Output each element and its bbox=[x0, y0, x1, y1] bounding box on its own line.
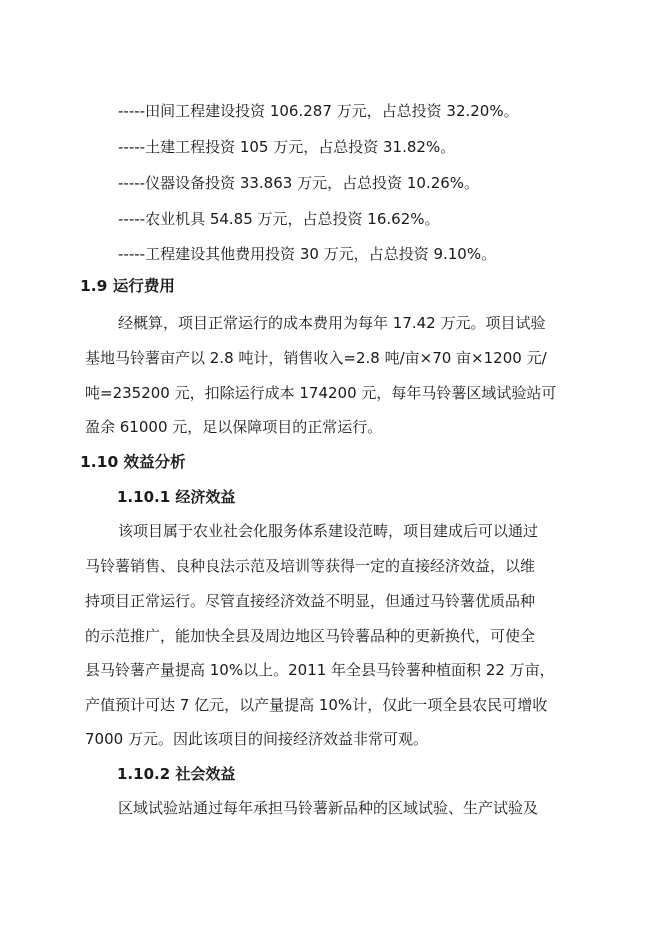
social-benefits-line-1: 区域试验站通过每年承担马铃薯新品种的区域试验、生产试验及 bbox=[118, 799, 539, 817]
economic-benefits-line-6: 产值预计可达 7 亿元，以产量提高 10%计，仅此一项全县农民可增收 bbox=[85, 696, 548, 714]
investment-item-equipment: -----仪器设备投资 33.863 万元，占总投资 10.26%。 bbox=[118, 174, 480, 192]
economic-benefits-line-3: 持项目正常运行。尽管直接经济效益不明显，但通过马铃薯优质品种 bbox=[85, 592, 536, 610]
subsection-heading-economic-benefits: 1.10.1 经济效益 bbox=[117, 488, 236, 506]
investment-item-civil-works: -----土建工程投资 105 万元，占总投资 31.82%。 bbox=[118, 138, 456, 156]
subsection-heading-social-benefits: 1.10.2 社会效益 bbox=[117, 765, 236, 783]
economic-benefits-line-5: 县马铃薯产量提高 10%以上。2011 年全县马铃薯种植面积 22 万亩， bbox=[85, 661, 555, 679]
investment-item-other-costs: -----工程建设其他费用投资 30 万元，占总投资 9.10%。 bbox=[118, 245, 497, 263]
economic-benefits-line-4: 的示范推广，能加快全县及周边地区马铃薯品种的更新换代，可使全 bbox=[85, 627, 536, 645]
operating-costs-line-4: 盈余 61000 元，足以保障项目的正常运行。 bbox=[85, 418, 383, 436]
operating-costs-line-3: 吨=235200 元，扣除运行成本 174200 元，每年马铃薯区域试验站可 bbox=[85, 384, 557, 402]
economic-benefits-line-1: 该项目属于农业社会化服务体系建设范畴，项目建成后可以通过 bbox=[118, 522, 539, 540]
operating-costs-line-2: 基地马铃薯亩产以 2.8 吨计，销售收入=2.8 吨/亩×70 亩×1200 元/ bbox=[85, 349, 547, 367]
section-heading-operating-costs: 1.9 运行费用 bbox=[80, 277, 175, 295]
section-heading-benefit-analysis: 1.10 效益分析 bbox=[80, 453, 186, 471]
operating-costs-line-1: 经概算，项目正常运行的成本费用为每年 17.42 万元。项目试验 bbox=[118, 314, 546, 332]
economic-benefits-line-2: 马铃薯销售、良种良法示范及培训等获得一定的直接经济效益，以维 bbox=[85, 557, 536, 575]
economic-benefits-line-7: 7000 万元。因此该项目的间接经济效益非常可观。 bbox=[85, 730, 428, 748]
investment-item-machinery: -----农业机具 54.85 万元，占总投资 16.62%。 bbox=[118, 210, 440, 228]
investment-item-field-engineering: -----田间工程建设投资 106.287 万元，占总投资 32.20%。 bbox=[118, 102, 519, 120]
